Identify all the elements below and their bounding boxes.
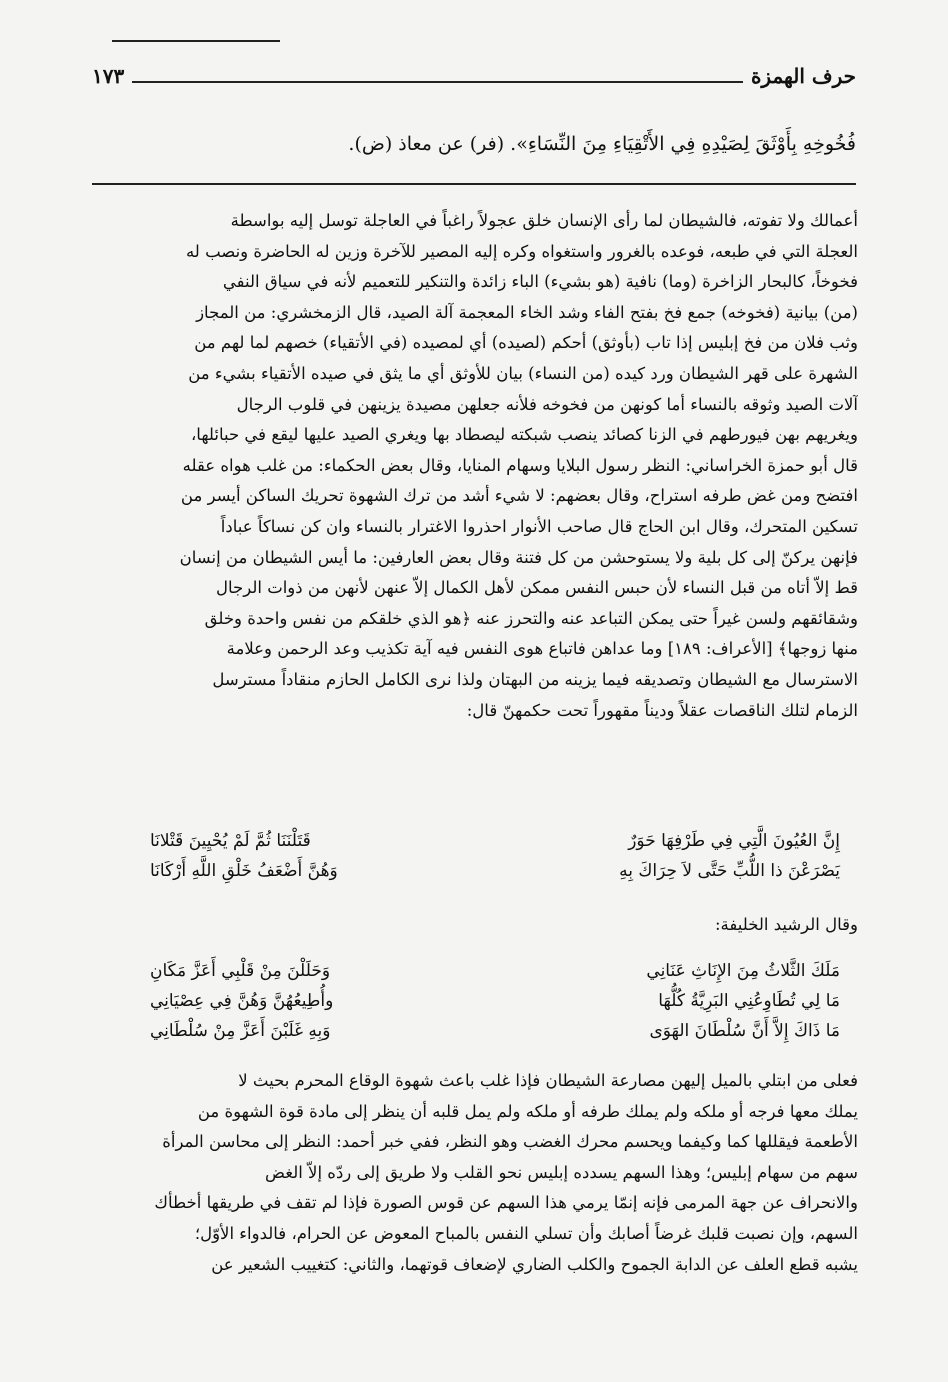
verse-first-hemistich: مَا لِي تُطَاوِعُنِي البَرِيَّةُ كُلُّهَا — [658, 991, 840, 1011]
text-line: السهم، وإن نصبت قلبك غرضاً أصابك وأن تسلي النفس بالمباح المعوض عن الحرام، فالدواء الأوّل؛ — [194, 1223, 858, 1243]
text-line: قال أبو حمزة الخراساني: النظر رسول البلايا وسهام المنايا، وقال بعض الحكماء: من غلب هواه عقله — [182, 455, 858, 475]
verse-second-hemistich: قَتَلْنَنَا ثُمَّ لَمْ يُحْيِينَ قَتْلانَا — [150, 831, 311, 851]
poem-verse — [150, 1016, 840, 1046]
text-line: قط إلاّ أتاه من قبل النساء لأن حبس النفس ممكن لأهل الكمال إلاّ عنهن لأنهن من ذوات الرجال — [216, 578, 858, 598]
verse-second-hemistich: وَبِهِ غَلَبْنَ أَعَزَّ مِنْ سُلْطَانِي — [150, 1021, 331, 1041]
verse-first-hemistich: يَصْرَعْنَ ذا اللُّبِّ حَتَّى لاَ حِرَاكَ بِهِ — [619, 861, 840, 881]
poem-second — [150, 956, 840, 1046]
text-line: افتضح ومن غض طرفه استراح، وقال بعضهم: لا شيء أشد من ترك الشهوة تحريك الساكن أيسر من — [180, 486, 858, 506]
text-line: أعمالك ولا تفوته، فالشيطان لما رأى الإنسان خلق عجولاً راغباً في العاجلة توسل إليه بواسطة — [230, 211, 858, 230]
poem-verse — [150, 986, 840, 1016]
text-line: منها زوجها﴾ [الأعراف: ١٨٩] وما عداهن فاتباع هوى النفس فيه آية تكذيب وعد الرحمن وعلامة — [226, 639, 858, 659]
commentary-text — [90, 206, 858, 726]
text-line: يملك معها فرجه أو ملكه ولم يملك طرفه أو ملكه ولم يمل قلبه أن ينظر إلى مادة قوة الشهوة من — [197, 1101, 858, 1121]
chapter-title: حرف الهمزة — [750, 64, 856, 88]
verse-first-hemistich: مَلَكَ الثَّلاثُ مِنَ الإِنَاثِ عَنَانِي — [646, 961, 840, 981]
poem-intro: وقال الرشيد الخليفة: — [715, 915, 858, 934]
verse-second-hemistich: وأُطِيعُهُنَّ وَهُنَّ فِي عِصْيَانِي — [150, 991, 334, 1011]
closing-text — [90, 1066, 858, 1280]
hadith-quote: فُخُوخِهِ بِأَوْثَقَ لِصَيْدِهِ فِي الأَتْقِيَاءِ مِنَ النِّسَاءِ». (فر) عن معاذ (ض). — [348, 133, 856, 155]
text-line: سهم من سهام إبليس؛ وهذا السهم يسدده إبليس نحو القلب ولا طريق إلى ردّه إلاّ الغض — [265, 1162, 858, 1182]
text-line: الاسترسال مع الشيطان وتصديقه فيما يزينه من البهتان ولذا نرى الكامل الحازم منقاداً مسترسل — [212, 669, 858, 689]
text-line: والانحراف عن جهة المرمى فإنه إنمّا يرمي هذا السهم عن قوس الصورة فإذا لم تقف في طريقها أخطأك — [154, 1193, 858, 1213]
text-line: فخوخاً، كالبحار الزاخرة (وما) نافية (هو بشيء) الباء زائدة والتنكير للتعميم لأنه في سياق النفي — [222, 272, 858, 292]
text-line: فعلى من ابتلي بالميل إليهن مصارعة الشيطان فإذا غلب باعث شهوة الوقاع المحرم بحيث لا — [238, 1071, 858, 1090]
text-line: وشقائقهم ولسن غيراً حتى يمكن التباعد عنه والتحرز عنه ﴿هو الذي خلقكم من نفس واحدة وخلق — [204, 608, 858, 628]
text-line: تسكين المتحرك، وقال ابن الحاج قال صاحب الأنوار احذروا الاغترار بالنساء وان كن نساكاً عباداً — [220, 516, 858, 536]
text-line: آلات الصيد وثوقه بالنساء أما كونهن من فخوخه فلأنه جعلهن مصيدة يزينهن في قلوب الرجال — [236, 394, 858, 414]
text-line: يشبه قطع العلف عن الدابة الجموح والكلب الضاري لإضعاف قوتهما، والثاني: كتغييب الشعير عن — [211, 1254, 858, 1274]
verse-second-hemistich: وَحَلَلْنَ مِنْ قَلْبِي أَعَزَّ مَكَانِ — [150, 961, 331, 981]
text-line: ويغريهم بهن فيورطهم في الزنا كصائد ينصب شبكته ليصطاد بها ويغري الصيد عليها ليقع في حبائلها، — [190, 425, 858, 445]
text-line: وثب فلان من فخ إبليس إذا تاب (بأوثق) أحكم (لصيده) أي لمصيده (في الأتقياء) خصهم لما لهم من — [194, 333, 858, 353]
text-line: الزمام لتلك الناقصات عقلاً وديناً مقهوراً تحت حكمهنّ قال: — [466, 700, 858, 720]
verse-first-hemistich: مَا ذَاكَ إِلاَّ أَنَّ سُلْطَانَ الهَوَى — [649, 1021, 840, 1041]
header-rule — [132, 81, 743, 83]
poem-verse — [150, 856, 840, 886]
text-line: العجلة التي في طبعه، فوعده بالغرور واستغواه وكره إليه المصير للآخرة وزين له الحاضرة ونصب له — [185, 241, 858, 261]
poem-verse — [150, 956, 840, 986]
page-number: ١٧٣ — [92, 64, 125, 88]
verse-first-hemistich: إِنَّ العُيُونَ الَّتِي فِي طَرْفِهَا حَوَرٌ — [628, 831, 840, 851]
top-rule — [112, 40, 280, 42]
page-header — [92, 58, 856, 94]
poem-first — [150, 826, 840, 886]
poem-verse — [150, 826, 840, 856]
text-line: الشهرة على قهر الشيطان ورد كيده (من النساء) بيان للأوثق أي ما يثق في صيده الأتقياء بشيء من — [188, 363, 858, 383]
verse-second-hemistich: وَهُنَّ أَضْعَفُ خَلْقِ اللَّهِ أَرْكَانَا — [150, 861, 338, 881]
separator-rule — [92, 183, 856, 185]
text-line: فإنهن يركنّ إلى كل بلية ولا يستوحشن من كل فتنة وقال بعض العارفين: ما أيس الشيطان من إنسان — [179, 547, 858, 567]
text-line: (من) بيانية (فخوخه) جمع فخ بفتح الفاء وشد الخاء المعجمة آلة الصيد، قال الزمخشري: من المجاز — [196, 302, 858, 322]
text-line: الأطعمة فيقللها كما وكيفما ويحسم محرك الغضب وهو النظر، ففي خبر أحمد: النظر إلى محاسن المرأة — [162, 1132, 858, 1152]
